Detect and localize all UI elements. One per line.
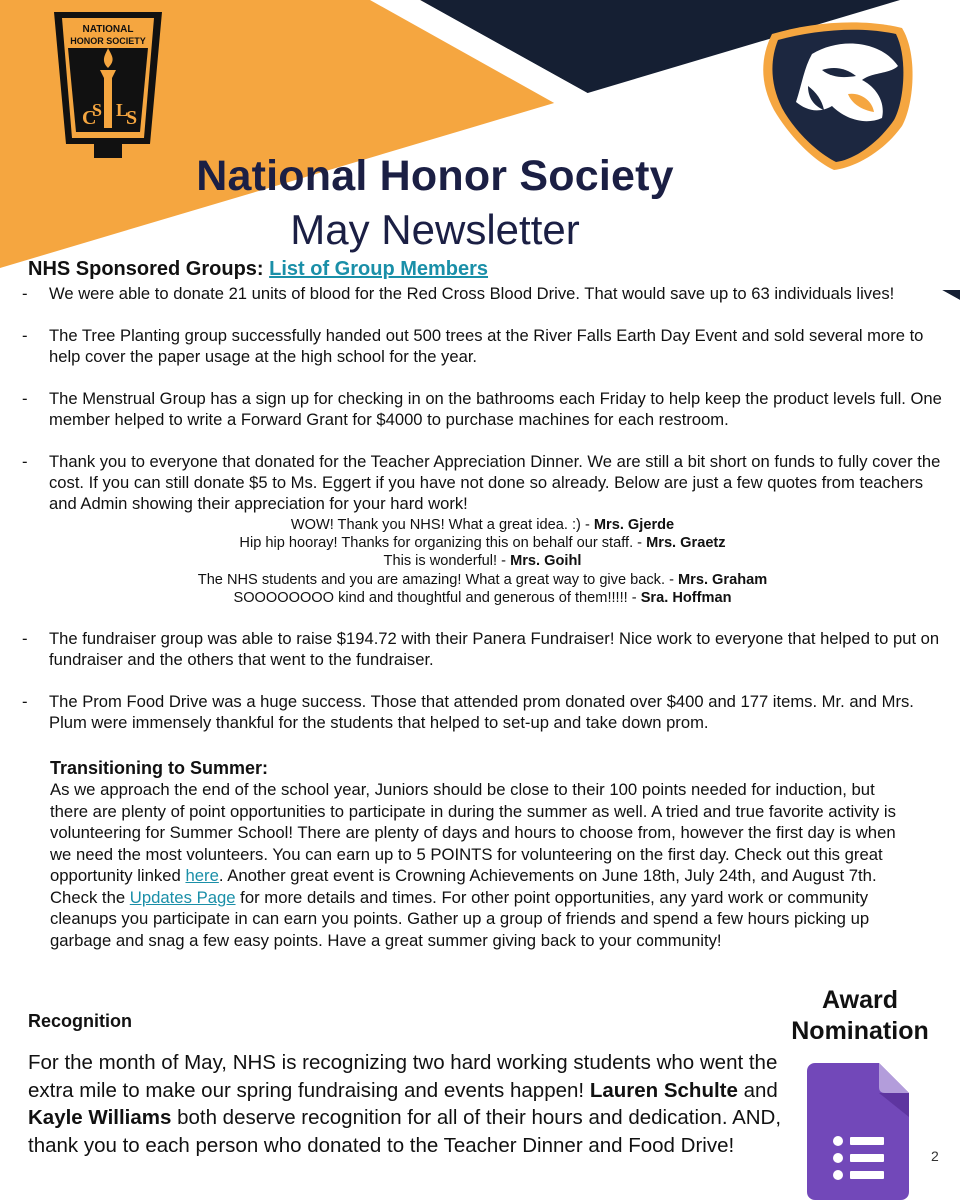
recognition-heading: Recognition xyxy=(28,1011,132,1031)
newsletter-subtitle: May Newsletter xyxy=(290,206,580,253)
list-spacer xyxy=(0,670,960,691)
list-item: - The fundraiser group was able to raise $194.72 with their Panera Fundraiser! Nice work to everyone that helped to put on fundraiser and the others that went to the fundraiser. xyxy=(22,629,940,670)
quote-author: Mrs. Graetz xyxy=(646,535,726,552)
nhs-logo-text-national: NATIONAL xyxy=(82,24,134,35)
award-line2: Nomination xyxy=(791,1017,929,1045)
award-nomination-heading xyxy=(782,985,938,1047)
transition-heading: Transitioning to Summer: xyxy=(50,758,269,778)
quote-author: Mrs. Goihl xyxy=(510,553,582,570)
wildcat-mascot-logo xyxy=(752,14,922,172)
nhs-logo-letter-l: L xyxy=(116,100,129,120)
list-item-text: Thank you to everyone that donated for the Teacher Appreciation Dinner. We are still a bit short on funds to fully cover the cost. If you can still donate $5 to Ms. Eggert if you have not done so already. Below are just a few quotes from teachers and Admin showing their appreciation for your hard work! xyxy=(49,452,941,513)
newsletter-title: National Honor Society xyxy=(196,152,674,200)
summer-school-link[interactable]: here xyxy=(185,866,219,885)
quote-author: Mrs. Gjerde xyxy=(593,517,675,533)
nhs-logo-letter-c: C xyxy=(82,107,97,129)
list-spacer xyxy=(0,304,960,325)
page-number: 2 xyxy=(931,1148,939,1164)
student-name: Kayle Williams xyxy=(28,1106,172,1130)
quote-line: WOW! Thank you NHS! What a great idea. :) - Mrs. Gjerde xyxy=(290,517,675,533)
sponsored-groups-label: NHS Sponsored Groups: xyxy=(28,258,270,280)
nhs-logo-text-society: HONOR SOCIETY xyxy=(70,36,146,46)
quote-line: This is wonderful! - Mrs. Goihl xyxy=(383,553,582,570)
list-item: - The Tree Planting group successfully handed out 500 trees at the River Falls Earth Day Event and sold several more to help cover the paper usage at the high school for the year. xyxy=(22,326,924,366)
list-item: - The Menstrual Group has a sign up for checking in on the bathrooms each Friday to help keep the product levels full. One member helped to write a Forward Grant for $4000 to purchase machines for each restroom. xyxy=(22,389,942,429)
list-item-text: We were able to donate 21 units of blood for the Red Cross Blood Drive. That would save up to 63 individuals lives! xyxy=(49,284,895,303)
sponsored-groups-list xyxy=(0,283,960,733)
list-item-text: The fundraiser group was able to raise $194.72 with their Panera Fundraiser! Nice work to everyone that helped to put on fundraiser and the others that went to the fundraiser. xyxy=(49,629,940,670)
quote-author: Sra. Hoffman xyxy=(640,589,732,606)
list-item-text: The Menstrual Group has a sign up for checking in on the bathrooms each Friday to help keep the product levels full. One member helped to write a Forward Grant for $4000 to purchase machines for each restroom. xyxy=(49,389,942,429)
list-item: - The Prom Food Drive was a huge success. Those that attended prom donated over $400 and 177 items. Mr. and Mrs. Plum were immensely thankful for the students that helped to set-up and take down prom. xyxy=(22,692,914,733)
updates-page-link[interactable]: Updates Page xyxy=(129,887,236,907)
award-line1: Award xyxy=(822,986,898,1014)
student-name: Lauren Schulte xyxy=(589,1078,738,1102)
list-spacer xyxy=(0,607,960,628)
nhs-logo-letter-s1: S xyxy=(92,100,103,120)
recognition-body: For the month of May, NHS is recognizing two hard working students who went the extra mile to make our spring fundraising and events happen! Lauren Schulte and Kayle Williams both deserve recognition for all of their hours and dedication. AND, thank you to each person who donated to the Teacher Dinner and Food Drive! xyxy=(28,1051,782,1157)
list-spacer xyxy=(0,367,960,388)
transition-body: As we approach the end of the school year, Juniors should be close to their 100 points needed for induction, but there are plenty of point opportunities to participate in during the summer as well. A tried and true favorite activity is volunteering for Summer School! There are plenty of days and hours to choose from, however the first day is when we need the most volunteers. You can earn up to 5 POINTS for volunteering on the first day. Check out this great opportunity linked here. Another great event is Crowning Achievements on June 18th, July 24th, and August 7th. Check the Updates Page for more details and times. For other point opportunities, any yard work or community cleanups you participate in can earn you points. Gather up a group of friends and spend a few hours picking up garbage and snag a few easy points. Have a great summer giving back to your community! xyxy=(50,780,896,950)
transition-section xyxy=(50,757,910,951)
quote-line: SOOOOOOOO kind and thoughtful and generous of them!!!!! - Sra. Hoffman xyxy=(233,589,732,606)
group-members-link[interactable]: List of Group Members xyxy=(269,258,489,280)
sponsored-groups-heading xyxy=(28,258,488,281)
quote-line: Hip hip hooray! Thanks for organizing this on behalf our staff. - Mrs. Graetz xyxy=(239,535,726,552)
list-item-text: The Prom Food Drive was a huge success. Those that attended prom donated over $400 and 177 items. Mr. and Mrs. Plum were immensely thankful for the students that helped to set-up and take down prom. xyxy=(49,692,914,733)
quote-line: The NHS students and you are amazing! What a great way to give back. - Mrs. Graham xyxy=(197,571,768,588)
list-item: - We were able to donate 21 units of blood for the Red Cross Blood Drive. That would save up to 63 individuals lives! xyxy=(22,284,895,303)
nhs-keystone-logo xyxy=(52,12,164,162)
list-item-text: The Tree Planting group successfully handed out 500 trees at the River Falls Earth Day Event and sold several more to help cover the paper usage at the high school for the year. xyxy=(49,326,924,366)
google-forms-icon[interactable] xyxy=(807,1063,909,1200)
list-item: - Thank you to everyone that donated for the Teacher Appreciation Dinner. We are still a bit short on funds to fully cover the cost. If you can still donate $5 to Ms. Eggert if you have not done so already. Below are just a few quotes from teachers and Admin showing their appreciation for your hard work! WOW! Thank you NHS! What a great idea. :) - Mrs. Gjerde Hip hip hooray! Thanks for organizing this on behalf our staff. - Mrs. Graetz This is wonderful! - Mrs. Goihl The NHS students and you are amazing! What a great way to give back. - Mrs. Graham SOOOOOOOO kind and thoughtful and generous of them!!!!! - Sra. Hoffman xyxy=(0,451,960,607)
nhs-logo-letter-s2: S xyxy=(126,107,138,129)
quote-author: Mrs. Graham xyxy=(678,571,768,588)
teacher-quotes xyxy=(19,516,946,607)
list-spacer xyxy=(0,430,960,451)
